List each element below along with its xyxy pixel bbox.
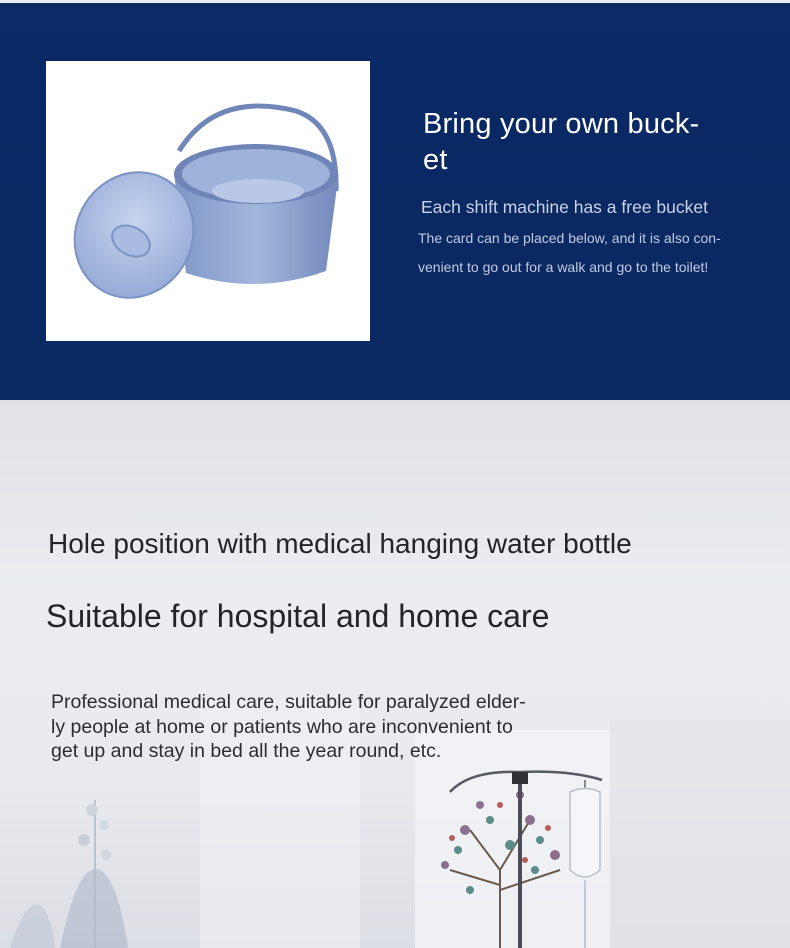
care-background-illustration <box>0 400 790 948</box>
bucket-description-line-1: The card can be placed below, and it is also con- <box>418 230 721 246</box>
care-body-text <box>51 690 551 764</box>
bucket-feature-section <box>0 0 790 400</box>
bucket-description <box>418 224 758 282</box>
care-body-line-3: get up and stay in bed all the year round, etc. <box>51 740 442 762</box>
bucket-description-line-2: venient to go out for a walk and go to the toilet! <box>418 259 709 275</box>
bucket-title <box>423 106 743 178</box>
bucket-title-line-2: et <box>423 144 448 176</box>
decorative-plant-icon <box>10 800 128 948</box>
bucket-product-photo <box>46 61 370 341</box>
care-feature-section <box>0 400 790 948</box>
care-heading: Hole position with medical hanging water bottle <box>48 528 632 559</box>
care-body-line-1: Professional medical care, suitable for paralyzed elder- <box>51 691 526 713</box>
bucket-with-lid-icon <box>46 61 370 341</box>
care-subheading: Suitable for hospital and home care <box>46 598 550 634</box>
bucket-title-line-1: Bring your own buck- <box>423 108 700 140</box>
bucket-subtitle: Each shift machine has a free bucket <box>421 197 708 217</box>
care-body-line-2: ly people at home or patients who are inconvenient to <box>51 715 513 738</box>
